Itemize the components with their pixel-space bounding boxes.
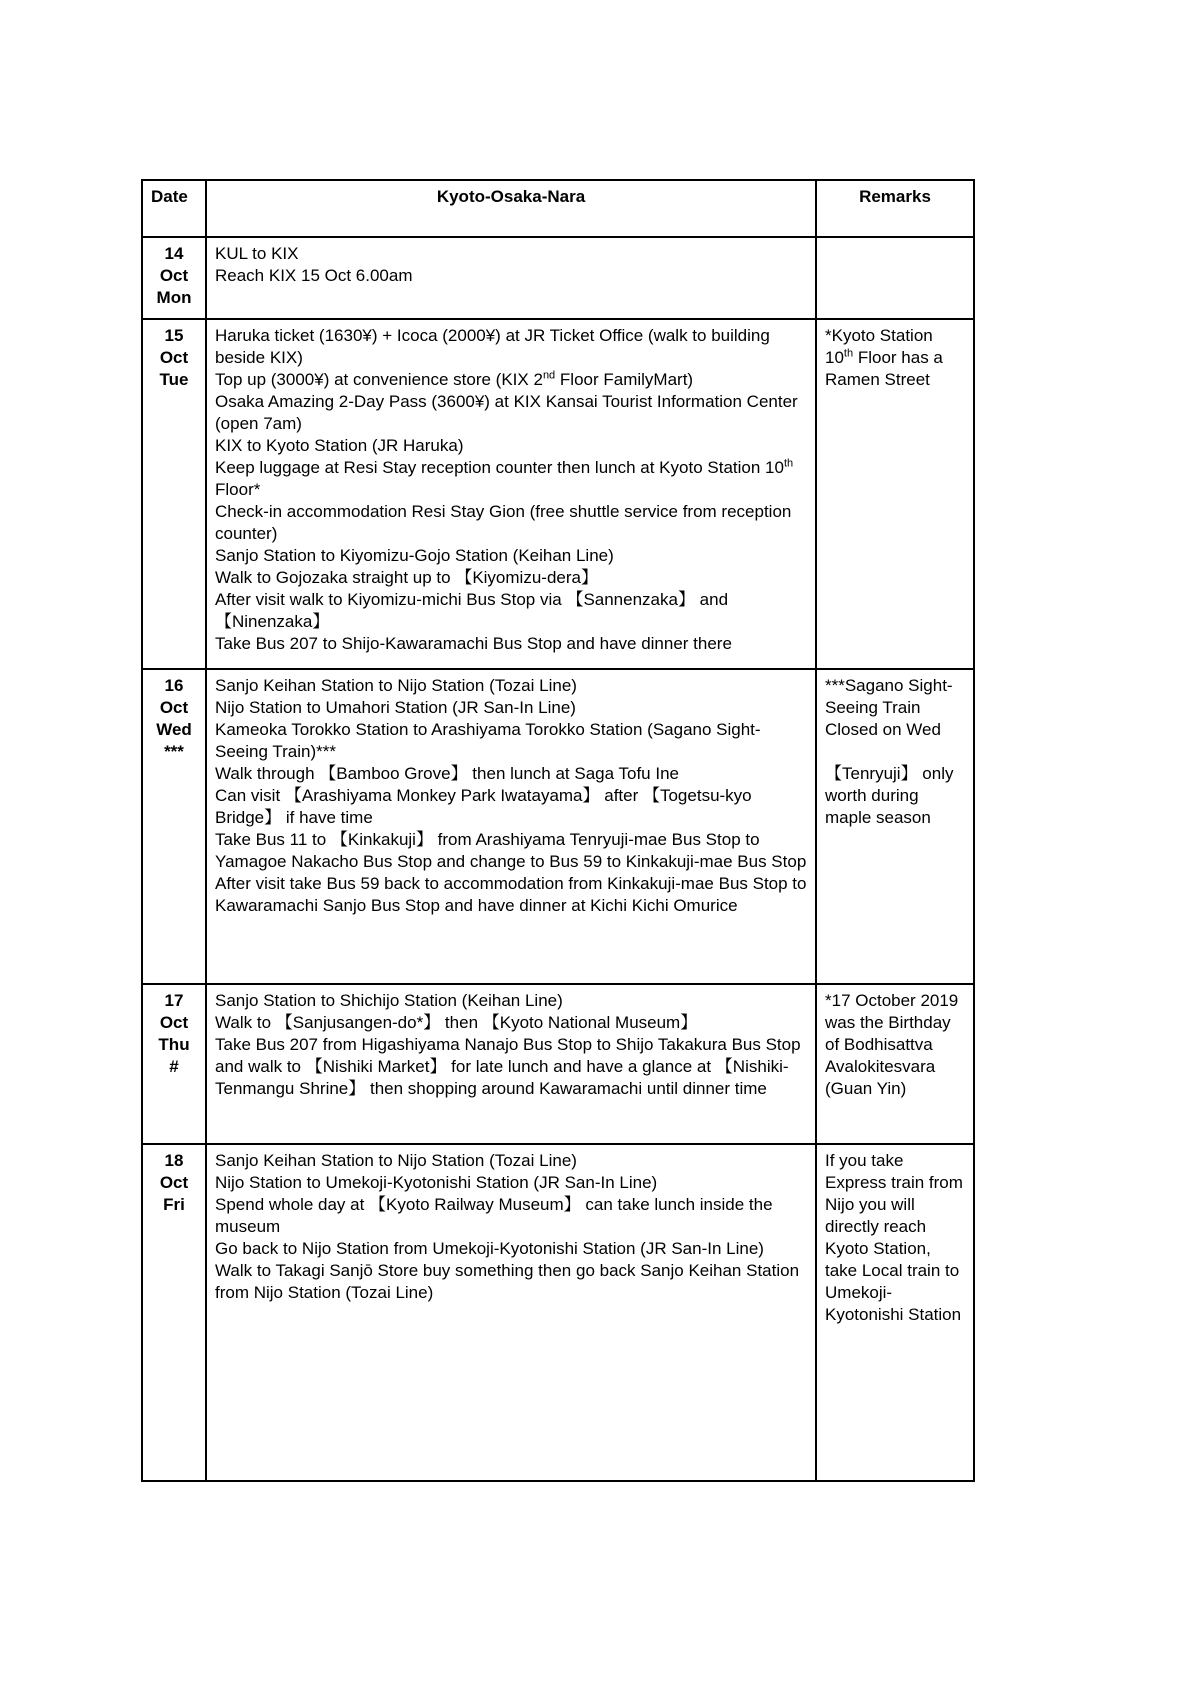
date-cell (142, 669, 206, 984)
header-remarks: Remarks (816, 180, 974, 237)
activity-line: After visit take Bus 59 back to accommodation from Kinkakuji-mae Bus Stop to Kawaramachi Sanjo Bus Stop and have dinner at Kichi Kichi Omurice (215, 874, 807, 915)
activity-line: Osaka Amazing 2-Day Pass (3600¥) at KIX Kansai Tourist Information Center (open 7am) (215, 392, 798, 433)
activity-line: Walk to Takagi Sanjō Store buy something then go back Sanjo Keihan Station from Nijo Station (Tozai Line) (215, 1261, 800, 1302)
remarks-cell (816, 669, 974, 984)
remark-line: ***Sagano Sight-Seeing Train Closed on Wed (825, 676, 953, 739)
table-row (142, 237, 974, 319)
header-row (142, 180, 974, 237)
remark-line (825, 741, 965, 763)
activities-cell (206, 237, 816, 319)
activities-cell (206, 984, 816, 1144)
table-row (142, 1144, 974, 1481)
table-row (142, 669, 974, 984)
date-line: Mon (156, 288, 192, 307)
activity-line: Sanjo Station to Shichijo Station (Keihan Line) (215, 991, 563, 1010)
date-line: 16 (164, 676, 184, 695)
date-line: Oct (159, 266, 189, 285)
date-cell (142, 237, 206, 319)
remarks-cell (816, 984, 974, 1144)
remarks-cell (816, 237, 974, 319)
activity-line: Walk to 【Sanjusangen-do*】 then 【Kyoto National Museum】 (215, 1013, 698, 1032)
activity-line: Reach KIX 15 Oct 6.00am (215, 266, 413, 285)
activity-line: Take Bus 207 from Higashiyama Nanajo Bus Stop to Shijo Takakura Bus Stop and walk to 【Nishiki Market】 for late lunch and have a glance at 【Nishiki-Tenmangu Shrine】 then shopping around Kawaramachi until dinner time (215, 1035, 801, 1098)
activities-cell (206, 319, 816, 669)
activity-line: Nijo Station to Umahori Station (JR San-In Line) (215, 698, 576, 717)
activity-line: Haruka ticket (1630¥) + Icoca (2000¥) at JR Ticket Office (walk to building beside KIX) (215, 326, 770, 367)
activity-line: Top up (3000¥) at convenience store (KIX 2nd Floor FamilyMart) (215, 369, 694, 389)
date-cell (142, 984, 206, 1144)
activity-line: Keep luggage at Resi Stay reception counter then lunch at Kyoto Station 10th Floor* (215, 457, 794, 499)
date-line: Oct (159, 1013, 189, 1032)
activity-line: After visit walk to Kiyomizu-michi Bus Stop via 【Sannenzaka】 and 【Ninenzaka】 (215, 590, 729, 631)
date-cell (142, 1144, 206, 1481)
activity-line: Sanjo Station to Kiyomizu-Gojo Station (Keihan Line) (215, 546, 614, 565)
remarks-cell (816, 1144, 974, 1481)
activities-cell (206, 1144, 816, 1481)
date-line: Oct (159, 698, 189, 717)
header-title: Kyoto-Osaka-Nara (206, 180, 816, 237)
activity-line: Take Bus 11 to 【Kinkakuji】 from Arashiyama Tenryuji-mae Bus Stop to Yamagoe Nakacho Bus Stop and change to Bus 59 to Kinkakuji-mae Bus Stop (215, 830, 807, 871)
header-date: Date (142, 180, 206, 237)
date-line: 14 (164, 244, 184, 263)
activity-line: Can visit 【Arashiyama Monkey Park Iwatayama】 after 【Togetsu-kyo Bridge】 if have time (215, 786, 752, 827)
remark-line: If you take Express train from Nijo you will directly reach Kyoto Station, take Local train to Umekoji-Kyotonishi Station (825, 1151, 963, 1324)
date-line: Fri (163, 1195, 185, 1214)
itinerary-table (141, 179, 975, 1482)
activity-line: Kameoka Torokko Station to Arashiyama Torokko Station (Sagano Sight-Seeing Train)*** (215, 720, 761, 761)
date-line: Oct (159, 348, 189, 367)
table-row (142, 319, 974, 669)
activities-cell (206, 669, 816, 984)
date-line: *** (164, 742, 184, 761)
remark-line: *Kyoto Station 10th Floor has a Ramen Street (825, 326, 943, 389)
remarks-cell (816, 319, 974, 669)
table-row (142, 984, 974, 1144)
remark-line: *17 October 2019 was the Birthday of Bodhisattva Avalokitesvara (Guan Yin) (825, 991, 959, 1098)
date-line: Tue (159, 370, 189, 389)
activity-line: Walk through 【Bamboo Grove】 then lunch at Saga Tofu Ine (215, 764, 679, 783)
activity-line: Sanjo Keihan Station to Nijo Station (Tozai Line) (215, 1151, 577, 1170)
activity-line: KUL to KIX (215, 244, 299, 263)
date-cell (142, 319, 206, 669)
activity-line: Spend whole day at 【Kyoto Railway Museum】 can take lunch inside the museum (215, 1195, 773, 1236)
date-line: 17 (164, 991, 184, 1010)
activity-line: Nijo Station to Umekoji-Kyotonishi Station (JR San-In Line) (215, 1173, 658, 1192)
remark-line: 【Tenryuji】 only worth during maple season (825, 764, 954, 827)
date-line: 18 (164, 1151, 184, 1170)
date-line: Oct (159, 1173, 189, 1192)
date-line: # (169, 1057, 179, 1076)
date-line: Wed (156, 720, 192, 739)
date-line: Thu (158, 1035, 190, 1054)
activity-line: KIX to Kyoto Station (JR Haruka) (215, 436, 464, 455)
activity-line: Go back to Nijo Station from Umekoji-Kyotonishi Station (JR San-In Line) (215, 1239, 764, 1258)
activity-line: Take Bus 207 to Shijo-Kawaramachi Bus Stop and have dinner there (215, 634, 732, 653)
activity-line: Walk to Gojozaka straight up to 【Kiyomizu-dera】 (215, 568, 598, 587)
date-line: 15 (164, 326, 184, 345)
activity-line: Check-in accommodation Resi Stay Gion (free shuttle service from reception counter) (215, 502, 792, 543)
activity-line: Sanjo Keihan Station to Nijo Station (Tozai Line) (215, 676, 577, 695)
